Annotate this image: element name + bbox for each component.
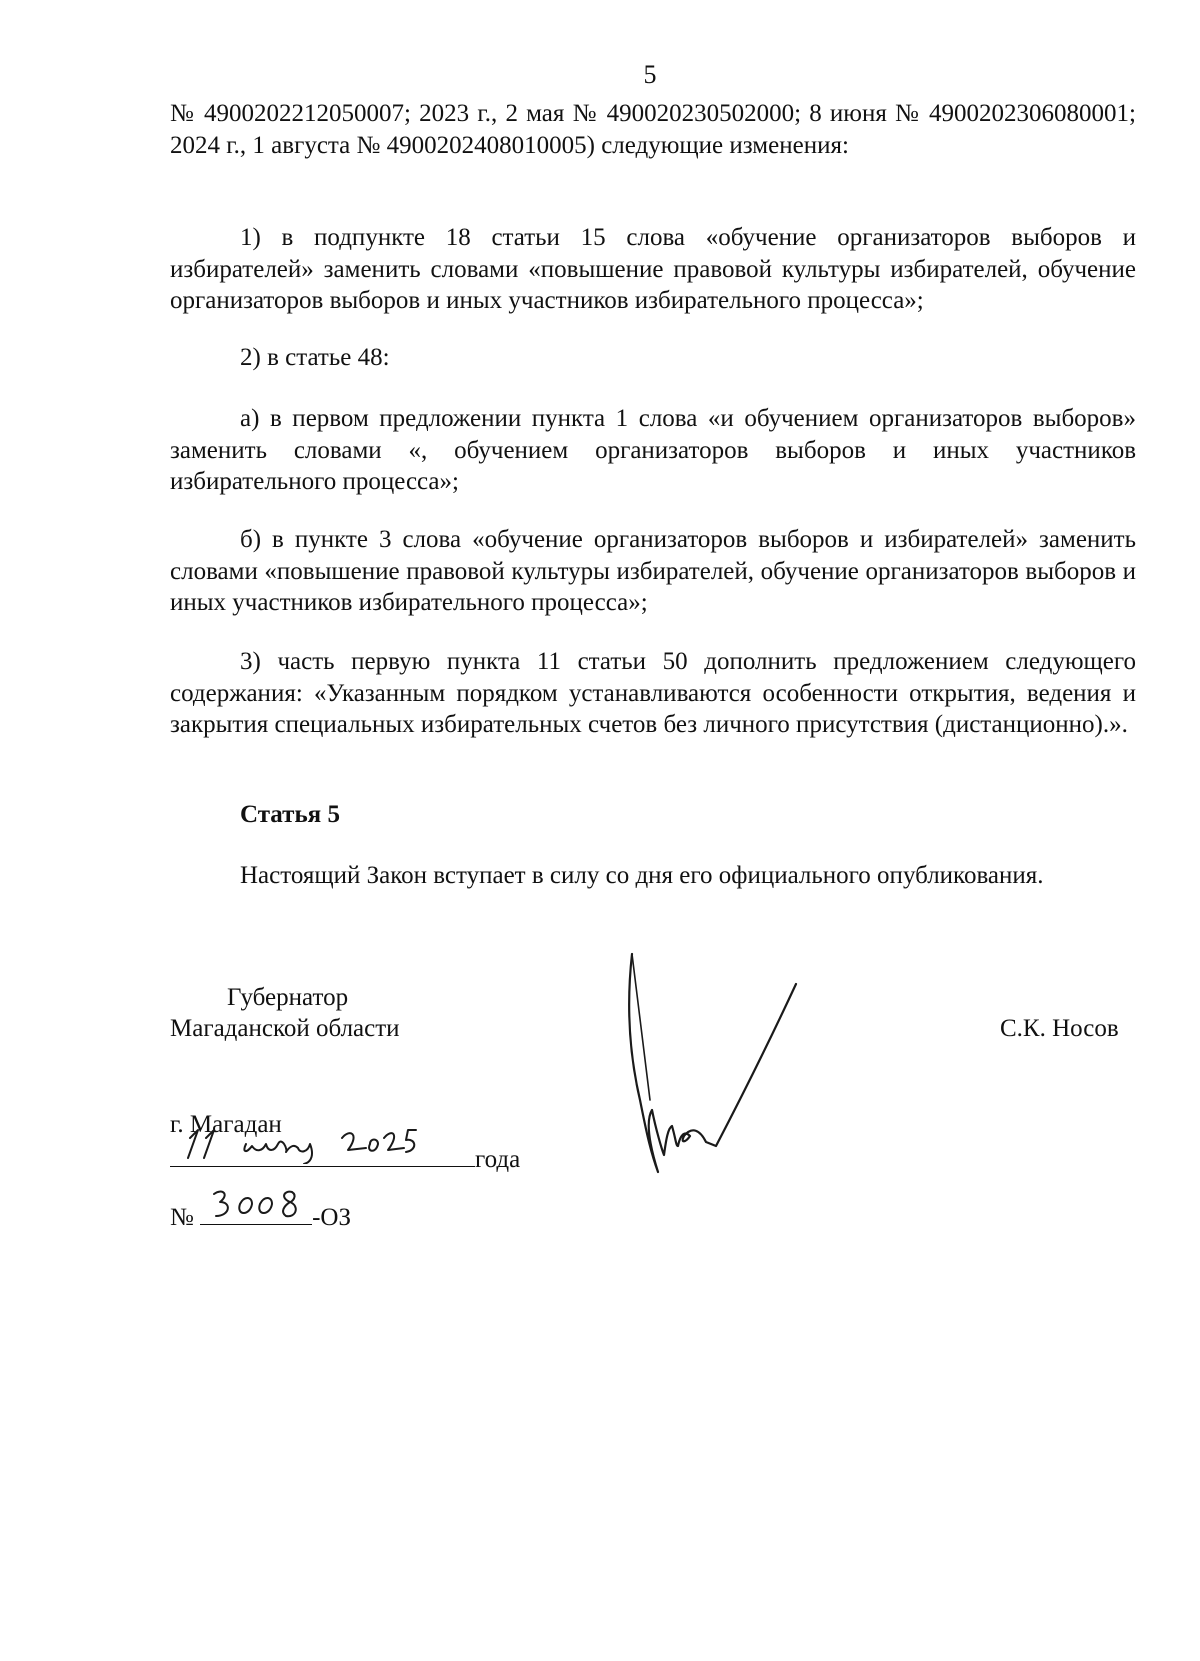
- handwritten-number: [200, 1186, 312, 1222]
- signatory-title-line2: Магаданской области: [170, 1015, 400, 1042]
- signatory-name: С.К. Носов: [1000, 1015, 1119, 1042]
- date-suffix: года: [475, 1146, 521, 1173]
- item-3-paragraph: 3) часть первую пункта 11 статьи 50 дополнить предложением следующего содержания: «Указанным порядком устанавливаются особенности открытия, ведения и закрытия специальных избирательных счетов без личного присутствия (дистанционно).».: [170, 648, 1136, 738]
- footer-city: г. Магадан: [170, 1111, 282, 1138]
- item-2a-paragraph: а) в первом предложении пункта 1 слова «и обучением организаторов выборов» заменить словами «, обучением организаторов выборов и иных участников избирательного процесса»;: [170, 405, 1136, 495]
- number-suffix: -ОЗ: [312, 1204, 352, 1231]
- number-field: [200, 1196, 312, 1225]
- footer-number-line: [170, 1196, 351, 1234]
- signatory-title-line1: Губернатор: [227, 984, 349, 1011]
- footer-date-line: [170, 1138, 520, 1176]
- item-2-paragraph: 2) в статье 48:: [240, 344, 390, 371]
- article-5-heading: Статья 5: [240, 801, 340, 828]
- item-2b-paragraph: б) в пункте 3 слова «обучение организаторов выборов и избирателей» заменить словами «повышение правовой культуры избирателей, обучение организаторов выборов и иных участников избирательного процесса»;: [170, 526, 1136, 616]
- number-prefix: №: [170, 1204, 194, 1231]
- article-5-text: Настоящий Закон вступает в силу со дня его официального опубликования.: [240, 862, 1044, 889]
- signatory-title: [170, 982, 400, 1044]
- handwritten-date: [170, 1124, 420, 1164]
- date-field: [170, 1138, 475, 1167]
- intro-paragraph: № 4900202212050007; 2023 г., 2 мая № 490020230502000; 8 июня № 4900202306080001; 2024 г., 1 августа № 4900202408010005) следующие изменения:: [170, 100, 1136, 159]
- page-number: 5: [643, 60, 657, 89]
- item-1-paragraph: 1) в подпункте 18 статьи 15 слова «обучение организаторов выборов и избирателей» заменить словами «повышение правовой культуры избирателей, обучение организаторов выборов и иных участников избирательного процесса»;: [170, 224, 1136, 314]
- signature-image: [620, 950, 850, 1190]
